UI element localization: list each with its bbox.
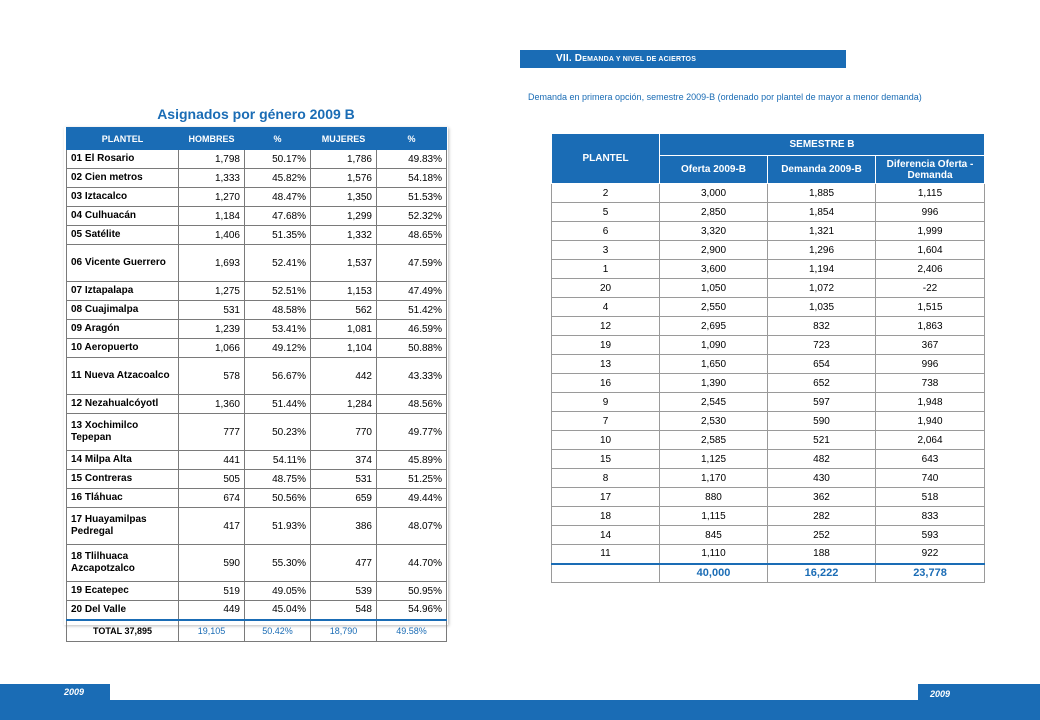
table-cell: 43.33% — [377, 358, 447, 395]
table-cell: 3,320 — [660, 222, 768, 241]
gender-table-header — [67, 128, 447, 150]
table-row — [552, 336, 985, 355]
table-cell: 50.23% — [245, 414, 311, 451]
table-row — [552, 317, 985, 336]
table-cell: 48.07% — [377, 508, 447, 545]
table-cell: 11 — [552, 545, 660, 564]
table-cell: 996 — [876, 203, 985, 222]
table-row — [552, 241, 985, 260]
table-cell: 50.88% — [377, 339, 447, 358]
right-table-subtitle: Demanda en primera opción, semestre 2009-B (ordenado por plantel de mayor a menor demanda) — [528, 92, 922, 102]
table-cell: 12 — [552, 317, 660, 336]
table-row — [552, 412, 985, 431]
plantel-name-cell: 10 Aeropuerto — [67, 339, 179, 358]
table-row — [67, 320, 447, 339]
table-cell: 593 — [876, 526, 985, 545]
table-cell: 1,284 — [311, 395, 377, 414]
table-cell: 367 — [876, 336, 985, 355]
table-cell: 597 — [768, 393, 876, 412]
table-cell: 1,115 — [660, 507, 768, 526]
left-table-title: Asignados por género 2009 B — [157, 106, 355, 122]
table-cell: 47.49% — [377, 282, 447, 301]
table-cell: 54.18% — [377, 169, 447, 188]
table-cell: 8 — [552, 469, 660, 488]
total-cell: 50.42% — [245, 620, 311, 642]
table-cell: 833 — [876, 507, 985, 526]
plantel-name-cell: 02 Cien metros — [67, 169, 179, 188]
table-cell: 48.56% — [377, 395, 447, 414]
table-cell: 2,695 — [660, 317, 768, 336]
table-cell: 1,885 — [768, 184, 876, 203]
table-cell: 922 — [876, 545, 985, 564]
table-cell: 20 — [552, 279, 660, 298]
gender-header-cell: MUJERES — [311, 128, 377, 150]
table-cell: 1,390 — [660, 374, 768, 393]
table-cell: 1,693 — [179, 245, 245, 282]
table-row — [552, 488, 985, 507]
table-cell: 1,296 — [768, 241, 876, 260]
table-cell: 1,940 — [876, 412, 985, 431]
table-cell: 1,360 — [179, 395, 245, 414]
table-row — [67, 339, 447, 358]
table-cell: 49.12% — [245, 339, 311, 358]
table-cell: 45.89% — [377, 451, 447, 470]
table-cell: 4 — [552, 298, 660, 317]
table-cell: 14 — [552, 526, 660, 545]
table-row — [552, 222, 985, 241]
plantel-name-cell: 16 Tláhuac — [67, 489, 179, 508]
table-cell: 2,530 — [660, 412, 768, 431]
table-cell: 2,064 — [876, 431, 985, 450]
table-cell: 3,000 — [660, 184, 768, 203]
plantel-name-cell: 08 Cuajimalpa — [67, 301, 179, 320]
table-cell: 1,798 — [179, 150, 245, 169]
table-cell: 51.53% — [377, 188, 447, 207]
table-cell: 1,110 — [660, 545, 768, 564]
table-cell: 51.35% — [245, 226, 311, 245]
table-row — [67, 414, 447, 451]
plantel-name-cell: 19 Ecatepec — [67, 582, 179, 601]
table-cell: 1,576 — [311, 169, 377, 188]
table-cell: 1,299 — [311, 207, 377, 226]
table-row — [67, 282, 447, 301]
table-cell: 1,333 — [179, 169, 245, 188]
plantel-name-cell: 09 Aragón — [67, 320, 179, 339]
table-cell: 417 — [179, 508, 245, 545]
table-cell: 48.58% — [245, 301, 311, 320]
table-cell: 44.70% — [377, 545, 447, 582]
table-row — [552, 374, 985, 393]
total-cell: 18,790 — [311, 620, 377, 642]
table-cell: 15 — [552, 450, 660, 469]
table-row — [67, 451, 447, 470]
table-row — [552, 298, 985, 317]
plantel-name-cell: 18 Tlilhuaca Azcapotzalco — [67, 545, 179, 582]
plantel-name-cell: 05 Satélite — [67, 226, 179, 245]
table-cell: 590 — [768, 412, 876, 431]
table-row — [67, 301, 447, 320]
total-cell: 19,105 — [179, 620, 245, 642]
table-cell: 49.44% — [377, 489, 447, 508]
table-cell: 482 — [768, 450, 876, 469]
table-cell: 1,863 — [876, 317, 985, 336]
plantel-name-cell: 12 Nezahualcóyotl — [67, 395, 179, 414]
table-cell: 654 — [768, 355, 876, 374]
table-cell: 6 — [552, 222, 660, 241]
table-cell: 282 — [768, 507, 876, 526]
table-cell: 2,545 — [660, 393, 768, 412]
table-cell: 16 — [552, 374, 660, 393]
table-cell: 442 — [311, 358, 377, 395]
table-cell: 45.04% — [245, 601, 311, 620]
table-cell: 3 — [552, 241, 660, 260]
table-row — [67, 582, 447, 601]
plantel-name-cell: 04 Culhuacán — [67, 207, 179, 226]
table-cell: 2,585 — [660, 431, 768, 450]
table-cell: 1,270 — [179, 188, 245, 207]
table-row — [67, 207, 447, 226]
table-cell: 1,170 — [660, 469, 768, 488]
table-cell: 56.67% — [245, 358, 311, 395]
table-cell: 48.75% — [245, 470, 311, 489]
table-cell: 386 — [311, 508, 377, 545]
table-cell: 505 — [179, 470, 245, 489]
table-cell: 740 — [876, 469, 985, 488]
table-cell: 17 — [552, 488, 660, 507]
table-cell: 52.41% — [245, 245, 311, 282]
table-row — [67, 358, 447, 395]
plantel-name-cell: 01 El Rosario — [67, 150, 179, 169]
table-cell: 1,081 — [311, 320, 377, 339]
table-cell: 441 — [179, 451, 245, 470]
table-row — [67, 545, 447, 582]
table-cell: 590 — [179, 545, 245, 582]
total-cell: 40,000 — [660, 564, 768, 583]
table-cell: -22 — [876, 279, 985, 298]
table-cell: 18 — [552, 507, 660, 526]
table-cell: 1,350 — [311, 188, 377, 207]
demand-header-cell: Oferta 2009-B — [660, 156, 768, 184]
demand-table — [551, 133, 985, 583]
table-cell: 1,537 — [311, 245, 377, 282]
total-cell — [552, 564, 660, 583]
gender-table — [66, 127, 447, 642]
table-row — [552, 431, 985, 450]
table-cell: 48.47% — [245, 188, 311, 207]
table-cell: 1,332 — [311, 226, 377, 245]
table-cell: 46.59% — [377, 320, 447, 339]
demand-header-cell: Demanda 2009-B — [768, 156, 876, 184]
table-cell: 54.11% — [245, 451, 311, 470]
table-cell: 1,650 — [660, 355, 768, 374]
section-title-initial: D — [574, 53, 583, 64]
plantel-name-cell: 03 Iztacalco — [67, 188, 179, 207]
table-cell: 1,050 — [660, 279, 768, 298]
table-cell: 48.65% — [377, 226, 447, 245]
table-row — [552, 279, 985, 298]
table-cell: 845 — [660, 526, 768, 545]
table-cell: 51.42% — [377, 301, 447, 320]
table-cell: 674 — [179, 489, 245, 508]
table-cell: 3,600 — [660, 260, 768, 279]
footer-bar — [0, 700, 1040, 720]
table-row — [552, 450, 985, 469]
table-cell: 51.93% — [245, 508, 311, 545]
table-cell: 1,066 — [179, 339, 245, 358]
table-cell: 1,515 — [876, 298, 985, 317]
table-cell: 47.68% — [245, 207, 311, 226]
section-title: EMANDA Y NIVEL DE ACIERTOS — [582, 56, 697, 63]
table-cell: 1,035 — [768, 298, 876, 317]
table-cell: 1,275 — [179, 282, 245, 301]
table-cell: 770 — [311, 414, 377, 451]
table-row — [552, 393, 985, 412]
section-number: VII. — [556, 53, 572, 64]
section-banner — [520, 50, 846, 68]
table-cell: 996 — [876, 355, 985, 374]
table-row — [552, 545, 985, 564]
table-cell: 50.56% — [245, 489, 311, 508]
table-cell: 374 — [311, 451, 377, 470]
total-cell: 49.58% — [377, 620, 447, 642]
table-cell: 1,104 — [311, 339, 377, 358]
gender-header-cell: HOMBRES — [179, 128, 245, 150]
table-cell: 1,604 — [876, 241, 985, 260]
table-row — [552, 184, 985, 203]
table-cell: 2,406 — [876, 260, 985, 279]
table-cell: 518 — [876, 488, 985, 507]
demand-header-cell: Diferencia Oferta - Demanda — [876, 156, 985, 184]
table-cell: 539 — [311, 582, 377, 601]
table-cell: 45.82% — [245, 169, 311, 188]
total-cell: 23,778 — [876, 564, 985, 583]
table-cell: 1,948 — [876, 393, 985, 412]
plantel-name-cell: 14 Milpa Alta — [67, 451, 179, 470]
table-cell: 531 — [179, 301, 245, 320]
table-cell: 2,850 — [660, 203, 768, 222]
table-cell: 1,184 — [179, 207, 245, 226]
plantel-name-cell: 11 Nueva Atzacoalco — [67, 358, 179, 395]
table-cell: 1,321 — [768, 222, 876, 241]
table-row — [67, 150, 447, 169]
table-cell: 2 — [552, 184, 660, 203]
table-cell: 643 — [876, 450, 985, 469]
table-row — [552, 526, 985, 545]
table-cell: 430 — [768, 469, 876, 488]
table-cell: 2,900 — [660, 241, 768, 260]
table-cell: 659 — [311, 489, 377, 508]
total-cell: 16,222 — [768, 564, 876, 583]
table-cell: 5 — [552, 203, 660, 222]
table-cell: 9 — [552, 393, 660, 412]
table-cell: 578 — [179, 358, 245, 395]
table-row — [67, 470, 447, 489]
table-row — [552, 355, 985, 374]
table-row — [552, 507, 985, 526]
table-row — [67, 245, 447, 282]
table-row — [552, 203, 985, 222]
table-row — [67, 188, 447, 207]
table-cell: 53.41% — [245, 320, 311, 339]
table-cell: 548 — [311, 601, 377, 620]
plantel-name-cell: 15 Contreras — [67, 470, 179, 489]
table-total-row — [552, 564, 985, 583]
table-cell: 832 — [768, 317, 876, 336]
table-cell: 49.77% — [377, 414, 447, 451]
table-row — [67, 226, 447, 245]
table-cell: 1,115 — [876, 184, 985, 203]
plantel-name-cell: 13 Xochimilco Tepepan — [67, 414, 179, 451]
table-cell: 1,786 — [311, 150, 377, 169]
table-cell: 54.96% — [377, 601, 447, 620]
table-cell: 50.95% — [377, 582, 447, 601]
table-cell: 519 — [179, 582, 245, 601]
table-cell: 47.59% — [377, 245, 447, 282]
total-cell: TOTAL 37,895 — [67, 620, 179, 642]
table-cell: 1,153 — [311, 282, 377, 301]
demand-header-plantel: PLANTEL — [552, 134, 660, 184]
table-cell: 1,239 — [179, 320, 245, 339]
table-cell: 531 — [311, 470, 377, 489]
table-cell: 723 — [768, 336, 876, 355]
demand-header-group: SEMESTRE B — [660, 134, 985, 156]
plantel-name-cell: 07 Iztapalapa — [67, 282, 179, 301]
table-cell: 49.05% — [245, 582, 311, 601]
table-cell: 777 — [179, 414, 245, 451]
table-cell: 13 — [552, 355, 660, 374]
table-cell: 449 — [179, 601, 245, 620]
table-cell: 19 — [552, 336, 660, 355]
table-cell: 7 — [552, 412, 660, 431]
table-cell: 562 — [311, 301, 377, 320]
plantel-name-cell: 06 Vicente Guerrero — [67, 245, 179, 282]
table-cell: 738 — [876, 374, 985, 393]
table-cell: 652 — [768, 374, 876, 393]
table-cell: 1,125 — [660, 450, 768, 469]
table-cell: 55.30% — [245, 545, 311, 582]
table-cell: 52.51% — [245, 282, 311, 301]
table-row — [67, 489, 447, 508]
table-total-row — [67, 620, 447, 642]
table-row — [67, 508, 447, 545]
table-cell: 1,999 — [876, 222, 985, 241]
table-cell: 1 — [552, 260, 660, 279]
footer-year-left: 2009 — [0, 684, 110, 700]
table-cell: 49.83% — [377, 150, 447, 169]
table-cell: 880 — [660, 488, 768, 507]
table-row — [67, 395, 447, 414]
table-cell: 51.25% — [377, 470, 447, 489]
table-cell: 1,854 — [768, 203, 876, 222]
table-cell: 252 — [768, 526, 876, 545]
table-row — [67, 169, 447, 188]
table-cell: 52.32% — [377, 207, 447, 226]
table-cell: 1,406 — [179, 226, 245, 245]
table-row — [67, 601, 447, 620]
table-cell: 51.44% — [245, 395, 311, 414]
table-cell: 1,072 — [768, 279, 876, 298]
table-cell: 1,090 — [660, 336, 768, 355]
footer-year-right: 2009 — [918, 684, 1040, 700]
table-cell: 1,194 — [768, 260, 876, 279]
gender-header-cell: PLANTEL — [67, 128, 179, 150]
table-cell: 2,550 — [660, 298, 768, 317]
plantel-name-cell: 17 Huayamilpas Pedregal — [67, 508, 179, 545]
gender-header-cell: % — [377, 128, 447, 150]
table-cell: 10 — [552, 431, 660, 450]
table-cell: 477 — [311, 545, 377, 582]
table-row — [552, 469, 985, 488]
table-cell: 188 — [768, 545, 876, 564]
table-cell: 50.17% — [245, 150, 311, 169]
table-cell: 362 — [768, 488, 876, 507]
table-row — [552, 260, 985, 279]
gender-header-cell: % — [245, 128, 311, 150]
table-cell: 521 — [768, 431, 876, 450]
plantel-name-cell: 20 Del Valle — [67, 601, 179, 620]
